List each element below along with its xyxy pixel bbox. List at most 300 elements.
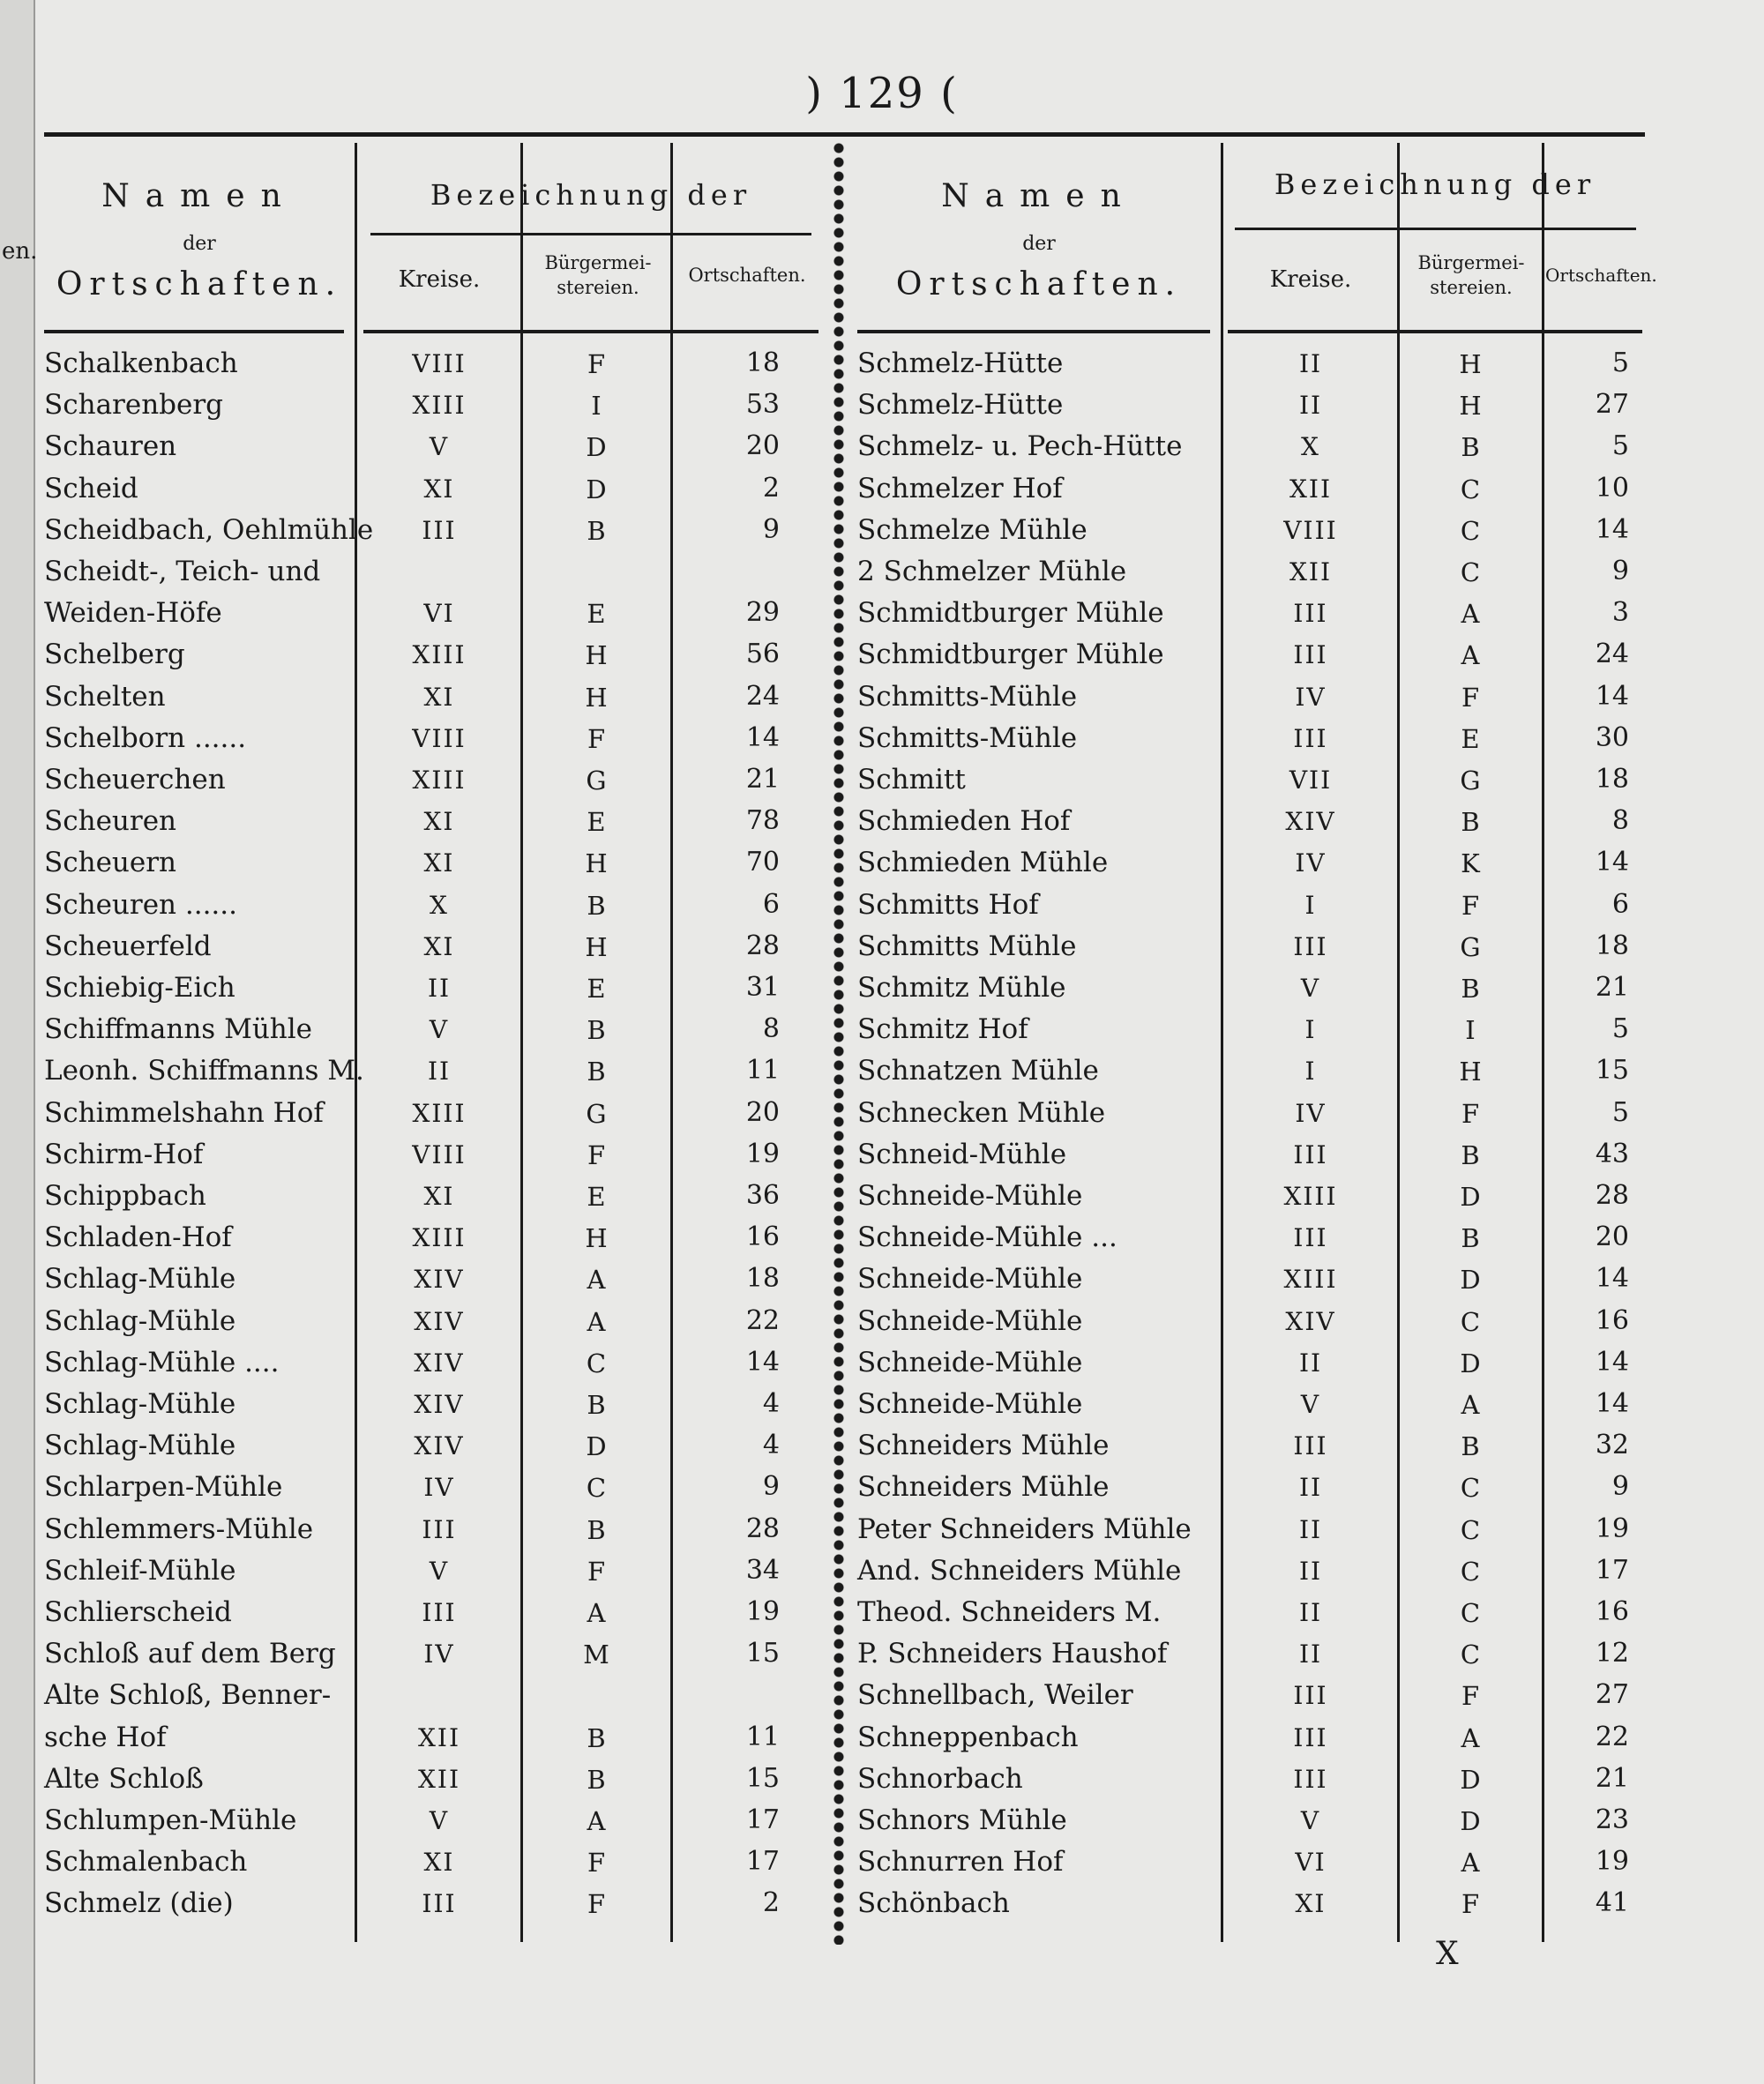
buergermeisterei-value: G bbox=[586, 766, 607, 796]
ortschaft-value: 4 bbox=[762, 1430, 780, 1461]
table-row bbox=[44, 639, 820, 679]
kreis-value: XIV bbox=[414, 1306, 465, 1336]
header-kreise: Kreise. bbox=[1269, 266, 1352, 293]
names-header bbox=[44, 143, 355, 330]
place-name: Schmidtburger Mühle bbox=[857, 597, 1164, 630]
ortschaft-value: 78 bbox=[745, 805, 780, 837]
place-name: Schloß auf dem Berg bbox=[44, 1638, 336, 1670]
buergermeisterei-value: B bbox=[587, 515, 606, 546]
kreis-value: I bbox=[1304, 890, 1317, 920]
ortschaft-value: 9 bbox=[762, 1471, 780, 1503]
table-row bbox=[44, 1347, 820, 1387]
table-row bbox=[44, 764, 820, 804]
table-row bbox=[857, 1804, 1645, 1845]
ortschaft-value: 29 bbox=[745, 597, 780, 629]
buergermeisterei-value: A bbox=[1461, 1722, 1480, 1753]
kreis-value: III bbox=[1293, 723, 1328, 753]
buergermeisterei-value: A bbox=[1461, 1848, 1480, 1879]
table-row bbox=[44, 1430, 820, 1470]
kreis-value: II bbox=[1298, 1473, 1323, 1503]
place-name: Schnatzen Mühle bbox=[857, 1055, 1099, 1087]
table-row bbox=[857, 1513, 1645, 1554]
ortschaft-value: 14 bbox=[745, 721, 780, 753]
kreis-value: III bbox=[1293, 931, 1328, 961]
ortschaft-value: 22 bbox=[1595, 1721, 1629, 1752]
ortschaft-value: 30 bbox=[1595, 721, 1629, 753]
buergermeisterei-value: H bbox=[585, 931, 608, 962]
place-name: Schönbach bbox=[857, 1887, 1010, 1920]
place-name: Schiebig-Eich bbox=[44, 972, 235, 1004]
buergermeisterei-value: F bbox=[587, 1889, 606, 1920]
table-row bbox=[857, 1846, 1645, 1886]
place-name: Scheidbach, Oehlmühle bbox=[44, 513, 374, 546]
buergermeisterei-value: D bbox=[1460, 1806, 1481, 1836]
place-name: Schnurren Hof bbox=[857, 1846, 1064, 1879]
buergermeisterei-value: B bbox=[1461, 807, 1480, 838]
ortschaft-value: 5 bbox=[1611, 430, 1629, 462]
table-row bbox=[857, 1887, 1645, 1928]
place-name: Schmelz- u. Pech-Hütte bbox=[857, 430, 1183, 463]
table-row bbox=[857, 805, 1645, 846]
place-name: Alte Schloß, Benner- bbox=[44, 1679, 332, 1712]
kreis-value: XII bbox=[417, 1764, 461, 1794]
place-name: Schelten bbox=[44, 680, 166, 713]
table-row bbox=[857, 930, 1645, 971]
kreis-value: X bbox=[430, 890, 449, 920]
ortschaft-value: 19 bbox=[1595, 1846, 1629, 1878]
ortschaft-value: 20 bbox=[745, 1096, 780, 1128]
place-name: Scheuern bbox=[44, 847, 177, 879]
place-name: Schmelz-Hütte bbox=[857, 389, 1064, 422]
kreis-value: II bbox=[1298, 1348, 1323, 1378]
table-row bbox=[44, 1180, 820, 1221]
kreis-value: IV bbox=[423, 1473, 455, 1503]
buergermeisterei-value: M bbox=[583, 1640, 609, 1670]
table-row bbox=[857, 473, 1645, 513]
place-name: Schiffmanns Mühle bbox=[44, 1013, 313, 1046]
header-ortschaften: Ortschaften. bbox=[1545, 265, 1657, 286]
table-row bbox=[44, 1139, 820, 1179]
buergermeisterei-value: F bbox=[1461, 1681, 1480, 1712]
ortschaft-value: 16 bbox=[745, 1221, 780, 1253]
table-row bbox=[44, 1804, 820, 1845]
ortschaft-value: 15 bbox=[745, 1638, 780, 1669]
place-name: Schimmelshahn Hof bbox=[44, 1096, 324, 1129]
buergermeisterei-value: D bbox=[586, 474, 607, 504]
table-row bbox=[857, 1055, 1645, 1095]
ortschaft-value: 15 bbox=[1595, 1055, 1629, 1087]
place-name: Schauren bbox=[44, 430, 177, 463]
ortschaft-value: 23 bbox=[1595, 1804, 1629, 1835]
table-row bbox=[857, 681, 1645, 721]
buergermeisterei-value: B bbox=[587, 1514, 606, 1545]
table-row bbox=[857, 847, 1645, 887]
buergermeisterei-value: C bbox=[1460, 1473, 1481, 1504]
place-name: Schmitts Hof bbox=[857, 888, 1039, 921]
ortschaft-value: 11 bbox=[745, 1721, 780, 1752]
place-name: Schmitts-Mühle bbox=[857, 721, 1078, 754]
buergermeisterei-value: E bbox=[587, 599, 606, 630]
buergermeisterei-value: D bbox=[586, 1431, 607, 1462]
ortschaft-value: 24 bbox=[745, 680, 780, 712]
buergermeisterei-value: B bbox=[587, 1015, 606, 1046]
header-kreise: Kreise. bbox=[398, 266, 481, 293]
place-name: Schladen-Hof bbox=[44, 1221, 232, 1254]
ortschaft-value: 10 bbox=[1595, 472, 1629, 504]
buergermeisterei-value: B bbox=[587, 1764, 606, 1795]
kreis-value: XI bbox=[423, 1848, 455, 1878]
ortschaft-value: 5 bbox=[1611, 1096, 1629, 1128]
kreis-value: XI bbox=[423, 474, 455, 504]
kreis-value: XIII bbox=[1283, 1265, 1338, 1295]
ortschaft-value: 8 bbox=[762, 1013, 780, 1045]
ortschaft-value: 18 bbox=[1595, 764, 1629, 795]
table-row bbox=[44, 1513, 820, 1554]
table-row bbox=[44, 389, 820, 429]
ortschaft-value: 3 bbox=[1611, 597, 1629, 629]
ortschaft-value: 19 bbox=[745, 1138, 780, 1169]
dotted-column-divider bbox=[829, 141, 848, 1945]
table-row bbox=[44, 1221, 820, 1262]
buergermeisterei-value: C bbox=[1460, 1556, 1481, 1587]
place-name: Scheidt-, Teich- und bbox=[44, 556, 321, 587]
table-row bbox=[857, 347, 1645, 388]
header-ortschaften-title: Ortschaften. bbox=[895, 266, 1183, 303]
buergermeisterei-value: E bbox=[587, 807, 606, 838]
ortschaft-value: 17 bbox=[1595, 1554, 1629, 1586]
buergermeisterei-value: C bbox=[1460, 1306, 1481, 1337]
ortschaft-value: 9 bbox=[1611, 1471, 1629, 1503]
buergermeisterei-value: F bbox=[587, 1848, 606, 1879]
table-row bbox=[857, 1013, 1645, 1054]
kreis-value: XIV bbox=[414, 1265, 465, 1295]
place-name: Schlag-Mühle bbox=[44, 1304, 236, 1337]
kreis-value: XI bbox=[1295, 1889, 1327, 1919]
table-row bbox=[44, 473, 820, 513]
buergermeisterei-value: D bbox=[1460, 1265, 1481, 1296]
table-row bbox=[44, 722, 820, 763]
table-row bbox=[857, 1221, 1645, 1262]
ortschaft-value: 19 bbox=[745, 1596, 780, 1627]
table-row bbox=[44, 805, 820, 846]
buergermeisterei-value: B bbox=[1461, 432, 1480, 463]
place-name: Schleif-Mühle bbox=[44, 1554, 236, 1587]
kreis-value: I bbox=[1304, 1015, 1317, 1045]
table-row bbox=[857, 1679, 1645, 1720]
kreis-value: XII bbox=[1289, 557, 1333, 586]
table-row bbox=[44, 1471, 820, 1512]
table-row bbox=[857, 1555, 1645, 1595]
ortschaft-value: 18 bbox=[1595, 930, 1629, 961]
buergermeisterei-value: C bbox=[586, 1473, 607, 1504]
buergermeisterei-value: A bbox=[1461, 1390, 1480, 1420]
place-name: Schalkenbach bbox=[44, 347, 238, 379]
kreis-value: V bbox=[429, 1015, 450, 1045]
ortschaft-value: 17 bbox=[745, 1804, 780, 1835]
buergermeisterei-value: C bbox=[1460, 515, 1481, 546]
kreis-value: III bbox=[1293, 1722, 1328, 1752]
buergermeisterei-value: F bbox=[587, 1139, 606, 1170]
kreis-value: VIII bbox=[412, 1139, 467, 1169]
ortschaft-value: 24 bbox=[1595, 639, 1629, 670]
place-name: Schlag-Mühle bbox=[44, 1430, 236, 1462]
place-name: Scheuren bbox=[44, 805, 177, 838]
place-name: Schneide-Mühle ... bbox=[857, 1221, 1117, 1254]
bezeichnung-rule bbox=[1235, 228, 1636, 230]
place-name: Schneide-Mühle bbox=[857, 1388, 1083, 1420]
table-row bbox=[44, 681, 820, 721]
table-row bbox=[44, 1013, 820, 1054]
ortschaft-value: 16 bbox=[1595, 1304, 1629, 1336]
place-name: Schlag-Mühle .... bbox=[44, 1346, 280, 1378]
kreis-value: XIII bbox=[412, 391, 467, 421]
table-row bbox=[857, 1763, 1645, 1804]
kreis-value: V bbox=[1300, 974, 1321, 1003]
kreis-value: X bbox=[1301, 432, 1320, 462]
table-row bbox=[857, 889, 1645, 930]
buergermeisterei-value: B bbox=[587, 1722, 606, 1753]
buergermeisterei-value: F bbox=[587, 349, 606, 379]
ortschaft-value: 20 bbox=[1595, 1221, 1629, 1253]
table-row bbox=[44, 597, 820, 638]
buergermeisterei-value: A bbox=[1461, 640, 1480, 671]
place-name: Schmitts-Mühle bbox=[857, 680, 1078, 713]
place-name: Schnorbach bbox=[857, 1762, 1023, 1795]
edge-text: en. bbox=[2, 238, 38, 265]
header-namen: Namen bbox=[941, 178, 1137, 214]
place-name: Schmelz (die) bbox=[44, 1887, 234, 1920]
kreis-value: XII bbox=[417, 1722, 461, 1752]
ortschaft-value: 14 bbox=[745, 1346, 780, 1378]
place-name: Schmelzer Hof bbox=[857, 472, 1063, 504]
buergermeisterei-value: B bbox=[1461, 1431, 1480, 1462]
buergermeisterei-value: H bbox=[585, 640, 608, 671]
buergermeisterei-value: A bbox=[1461, 599, 1480, 630]
header-der: der bbox=[183, 233, 216, 255]
ortschaft-value: 14 bbox=[1595, 1388, 1629, 1419]
buergermeisterei-value: G bbox=[1460, 766, 1481, 796]
place-name: 2 Schmelzer Mühle bbox=[857, 556, 1127, 587]
buergermeisterei-value: D bbox=[586, 432, 607, 463]
place-name: Scheuerchen bbox=[44, 764, 226, 796]
ortschaft-value: 21 bbox=[745, 764, 780, 795]
place-name: Schmitts Mühle bbox=[857, 930, 1077, 962]
kreis-value: V bbox=[429, 1806, 450, 1835]
kreis-value: VI bbox=[423, 599, 455, 629]
place-name: Leonh. Schiffmanns M. bbox=[44, 1055, 364, 1087]
table-row bbox=[857, 1388, 1645, 1429]
ortschaft-value: 6 bbox=[762, 888, 780, 920]
table-row bbox=[44, 556, 820, 596]
ortschaft-value: 2 bbox=[762, 1887, 780, 1919]
ortschaft-value: 14 bbox=[1595, 1263, 1629, 1295]
buergermeisterei-value: H bbox=[1459, 1057, 1482, 1087]
ortschaft-value: 27 bbox=[1595, 389, 1629, 421]
kreis-value: VII bbox=[1289, 766, 1333, 795]
table-row bbox=[44, 1722, 820, 1762]
place-name: Schmalenbach bbox=[44, 1846, 248, 1879]
table-row bbox=[857, 1596, 1645, 1637]
kreis-value: II bbox=[1298, 1556, 1323, 1586]
ortschaft-value: 56 bbox=[745, 639, 780, 670]
names-header bbox=[857, 143, 1221, 330]
buergermeisterei-value: E bbox=[587, 1182, 606, 1212]
place-name: Schneppenbach bbox=[857, 1721, 1079, 1753]
place-name: And. Schneiders Mühle bbox=[857, 1554, 1182, 1587]
ortschaft-value: 70 bbox=[745, 847, 780, 878]
ortschaft-value: 14 bbox=[1595, 680, 1629, 712]
buergermeisterei-value: C bbox=[1460, 1640, 1481, 1670]
kreis-value: XIV bbox=[414, 1348, 465, 1378]
place-name: Theod. Schneiders M. bbox=[857, 1596, 1162, 1628]
buergermeisterei-value: C bbox=[1460, 474, 1481, 504]
place-name: Schlumpen-Mühle bbox=[44, 1804, 297, 1836]
kreis-value: III bbox=[1293, 1139, 1328, 1169]
kreis-value: III bbox=[422, 1598, 457, 1627]
ortschaft-value: 11 bbox=[745, 1055, 780, 1087]
top-rule bbox=[44, 132, 1645, 137]
table-row bbox=[44, 1679, 820, 1720]
buergermeisterei-value: D bbox=[1460, 1182, 1481, 1212]
table-row bbox=[857, 556, 1645, 596]
place-name: Schlierscheid bbox=[44, 1596, 232, 1628]
buergermeisterei-value: B bbox=[587, 1390, 606, 1420]
table-row bbox=[857, 1430, 1645, 1470]
place-name: Schnors Mühle bbox=[857, 1804, 1067, 1836]
kreis-value: XI bbox=[423, 848, 455, 878]
ortschaft-value: 53 bbox=[745, 389, 780, 421]
table-row bbox=[857, 389, 1645, 429]
header-rule bbox=[44, 330, 344, 333]
ortschaft-value: 21 bbox=[1595, 1762, 1629, 1794]
place-name: Schmieden Hof bbox=[857, 805, 1071, 838]
buergermeisterei-value: G bbox=[586, 1098, 607, 1129]
kreis-value: XI bbox=[423, 931, 455, 961]
place-name: Schnecken Mühle bbox=[857, 1096, 1106, 1129]
table-row bbox=[44, 889, 820, 930]
place-name: Schmelz-Hütte bbox=[857, 347, 1064, 379]
ortschaft-value: 22 bbox=[745, 1304, 780, 1336]
place-name: Schneid-Mühle bbox=[857, 1138, 1067, 1170]
ortschaft-value: 12 bbox=[1595, 1638, 1629, 1669]
table-row bbox=[857, 1638, 1645, 1678]
place-name: Schneide-Mühle bbox=[857, 1346, 1083, 1378]
kreis-value: II bbox=[1298, 391, 1323, 421]
page-number: ) 129 ( bbox=[805, 69, 959, 118]
kreis-value: IV bbox=[1295, 1098, 1327, 1128]
buergermeisterei-value: C bbox=[586, 1348, 607, 1378]
header-rule bbox=[857, 330, 1210, 333]
table-row bbox=[44, 1055, 820, 1095]
buergermeisterei-value: F bbox=[1461, 1889, 1480, 1920]
place-name: Alte Schloß bbox=[44, 1762, 204, 1795]
ortschaft-value: 5 bbox=[1611, 347, 1629, 378]
ortschaft-value: 32 bbox=[1595, 1430, 1629, 1461]
kreis-value: IV bbox=[1295, 848, 1327, 878]
buergermeisterei-value: B bbox=[1461, 1223, 1480, 1254]
ortschaft-value: 34 bbox=[745, 1554, 780, 1586]
ortschaft-value: 5 bbox=[1611, 1013, 1629, 1045]
buergermeisterei-value: G bbox=[1460, 931, 1481, 962]
ortschaft-value: 8 bbox=[1611, 805, 1629, 837]
ortschaft-value: 17 bbox=[745, 1846, 780, 1878]
buergermeisterei-value: A bbox=[587, 1806, 606, 1836]
table-row bbox=[44, 1887, 820, 1928]
kreis-value: II bbox=[1298, 1640, 1323, 1669]
ortschaft-value: 18 bbox=[745, 347, 780, 378]
ortschaft-value: 36 bbox=[745, 1180, 780, 1211]
kreis-value: III bbox=[1293, 640, 1328, 670]
ortschaft-value: 27 bbox=[1595, 1679, 1629, 1711]
bezeichnung-rule bbox=[370, 233, 811, 235]
header-buergermeistereien: Bürgermei- stereien. bbox=[544, 252, 652, 298]
header-rule bbox=[363, 330, 818, 333]
kreis-value: XIV bbox=[1285, 807, 1336, 837]
place-name: Schneiders Mühle bbox=[857, 1430, 1110, 1462]
table-row bbox=[44, 1638, 820, 1678]
ortschaft-value: 43 bbox=[1595, 1138, 1629, 1169]
buergermeisterei-value: H bbox=[585, 848, 608, 879]
header-rule bbox=[1228, 330, 1642, 333]
table-row bbox=[857, 1180, 1645, 1221]
table-row bbox=[857, 722, 1645, 763]
place-name: P. Schneiders Haushof bbox=[857, 1638, 1168, 1670]
table-row bbox=[44, 347, 820, 388]
kreis-value: III bbox=[422, 515, 457, 545]
table-row bbox=[44, 1305, 820, 1346]
place-name: Schneiders Mühle bbox=[857, 1471, 1110, 1504]
kreis-value: XIII bbox=[412, 766, 467, 795]
ortschaft-value: 41 bbox=[1595, 1887, 1629, 1919]
kreis-value: XI bbox=[423, 682, 455, 712]
table-row bbox=[857, 430, 1645, 471]
place-name: Scheid bbox=[44, 472, 138, 504]
place-name: Schneide-Mühle bbox=[857, 1263, 1083, 1296]
buergermeisterei-value: H bbox=[585, 682, 608, 713]
kreis-value: XIV bbox=[1285, 1306, 1336, 1336]
buergermeisterei-value: C bbox=[1460, 557, 1481, 587]
kreis-value: XIII bbox=[412, 1098, 467, 1128]
table-row bbox=[857, 1263, 1645, 1303]
buergermeisterei-value: H bbox=[1459, 391, 1482, 422]
left-table bbox=[44, 143, 820, 1942]
table-row bbox=[44, 847, 820, 887]
buergermeisterei-value: H bbox=[1459, 349, 1482, 379]
buergermeisterei-value: E bbox=[587, 974, 606, 1004]
ortschaft-value: 4 bbox=[762, 1388, 780, 1419]
table-row bbox=[857, 1097, 1645, 1138]
ortschaft-value: 28 bbox=[1595, 1180, 1629, 1211]
place-name: Schmitz Hof bbox=[857, 1013, 1028, 1046]
table-row bbox=[857, 1347, 1645, 1387]
buergermeisterei-value: A bbox=[587, 1598, 606, 1628]
kreis-value: XI bbox=[423, 1182, 455, 1211]
buergermeisterei-value: F bbox=[587, 1556, 606, 1587]
header-ortschaften: Ortschaften. bbox=[688, 265, 806, 286]
buergermeisterei-value: B bbox=[1461, 1139, 1480, 1170]
table-row bbox=[44, 930, 820, 971]
buergermeisterei-value: A bbox=[587, 1306, 606, 1337]
kreis-value: IV bbox=[423, 1640, 455, 1669]
kreis-value: V bbox=[429, 432, 450, 462]
kreis-value: II bbox=[427, 1057, 452, 1087]
place-name: Schneide-Mühle bbox=[857, 1304, 1083, 1337]
table-row bbox=[44, 514, 820, 555]
kreis-value: II bbox=[427, 974, 452, 1003]
ortschaft-value: 2 bbox=[762, 472, 780, 504]
kreis-value: II bbox=[1298, 1514, 1323, 1544]
place-name: Schnellbach, Weiler bbox=[857, 1679, 1133, 1712]
